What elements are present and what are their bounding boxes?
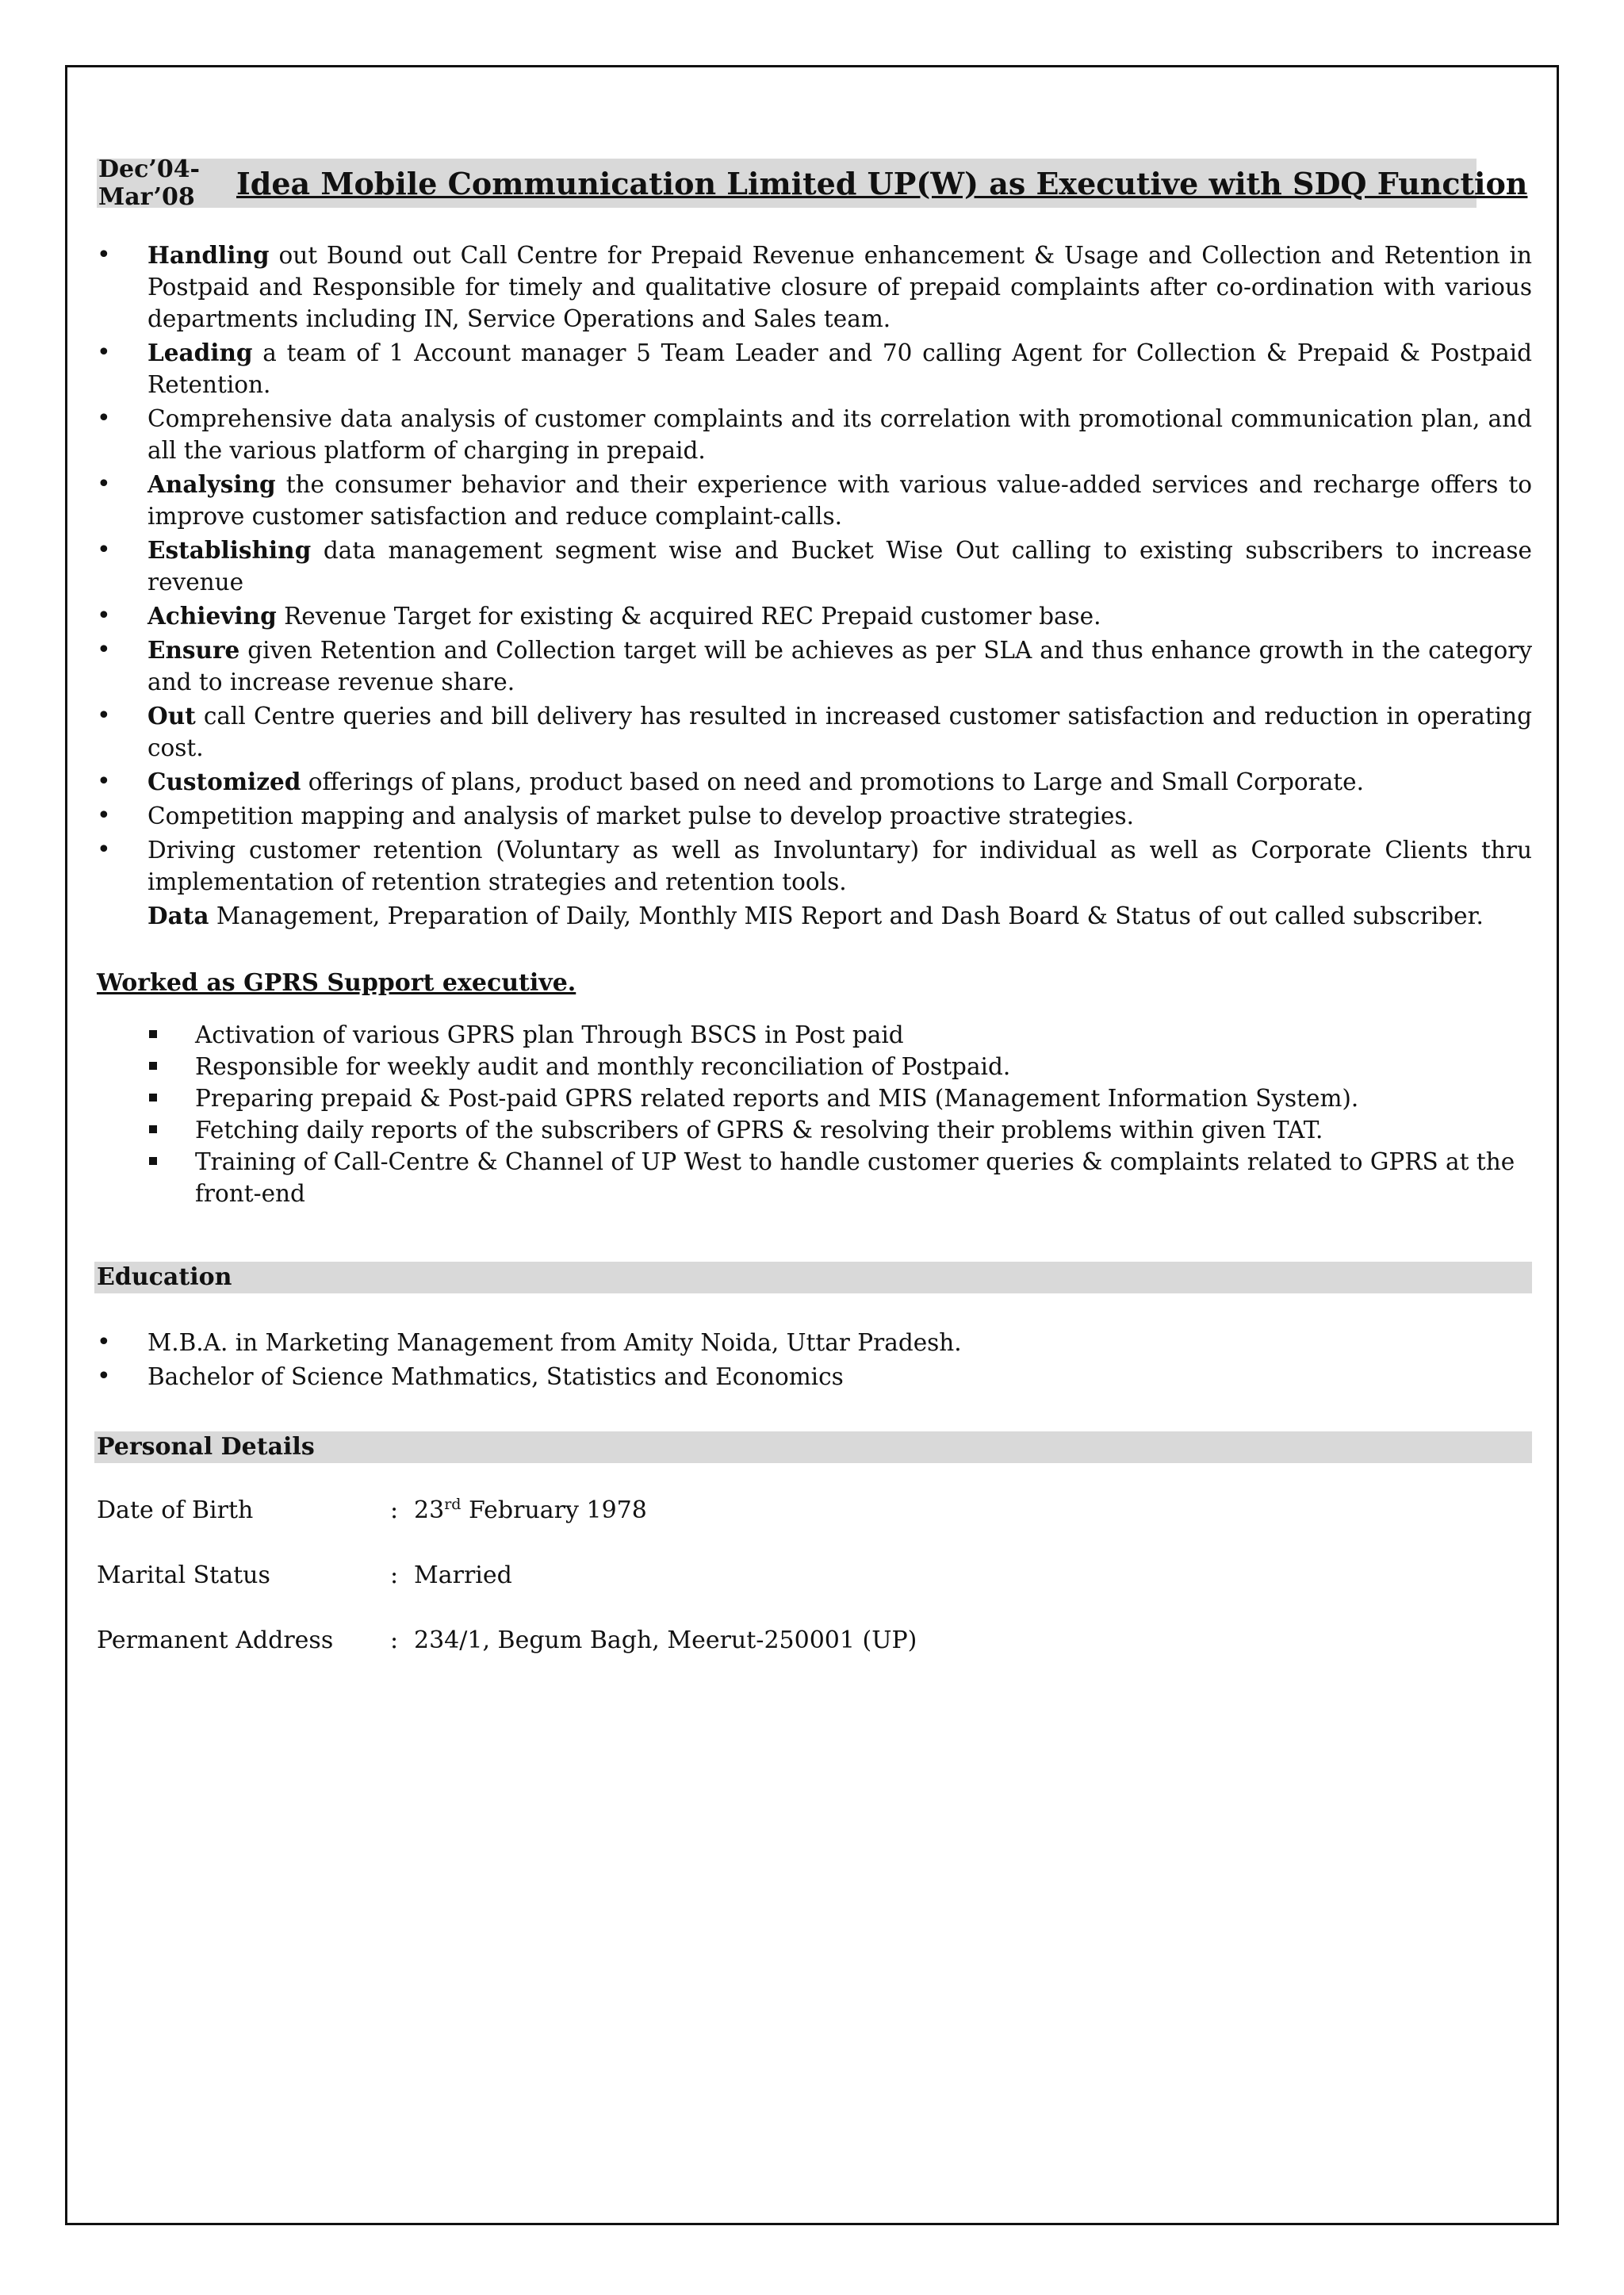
personal-details-heading: Personal Details	[94, 1431, 1532, 1463]
responsibility-item: • Achieving Revenue Target for existing & acquired REC Prepaid customer base.	[97, 600, 1532, 632]
responsibility-item: • Analysing the consumer behavior and their experience with various value-added services and recharge offers to improve customer satisfaction and reduce complaint-calls.	[97, 469, 1532, 532]
job-dates: Dec’04- Mar’08	[98, 155, 201, 211]
gprs-heading: Worked as GPRS Support executive.	[97, 969, 576, 997]
responsibilities-list	[97, 239, 1532, 932]
address-label: Permanent Address	[97, 1626, 334, 1654]
dob-value: 23rd February 1978	[414, 1496, 647, 1524]
address-separator: :	[390, 1626, 399, 1654]
personal-details	[97, 1495, 1532, 1657]
education-item: • M.B.A. in Marketing Management from Amity Noida, Uttar Pradesh.	[97, 1327, 1532, 1358]
dob-row	[97, 1495, 1532, 1527]
marital-label: Marital Status	[97, 1561, 270, 1589]
responsibility-item: • Comprehensive data analysis of customer complaints and its correlation with promotional communication plan, and all the various platform of charging in prepaid.	[97, 403, 1532, 466]
address-value: 234/1, Begum Bagh, Meerut-250001 (UP)	[414, 1626, 917, 1654]
marital-row	[97, 1560, 1532, 1592]
gprs-item: Training of Call-Centre & Channel of UP West to handle customer queries & complaints related to GPRS at the front-end	[97, 1146, 1532, 1209]
education-list	[97, 1327, 1532, 1393]
gprs-item: Preparing prepaid & Post-paid GPRS related reports and MIS (Management Information System).	[97, 1082, 1532, 1114]
responsibility-item: • Ensure given Retention and Collection target will be achieves as per SLA and thus enhance growth in the category and to increase revenue share.	[97, 634, 1532, 698]
dob-separator: :	[390, 1496, 399, 1524]
responsibility-item: • Out call Centre queries and bill delivery has resulted in increased customer satisfaction and reduction in operating cost.	[97, 700, 1532, 764]
responsibility-item: • Handling out Bound out Call Centre for Prepaid Revenue enhancement & Usage and Collection and Retention in Postpaid and Responsible for timely and qualitative closure of prepaid complaints after co-ordination with various departments including IN, Service Operations and Sales team.	[97, 239, 1532, 335]
marital-value: Married	[414, 1561, 512, 1589]
address-row	[97, 1625, 1532, 1657]
resume-content	[97, 155, 1532, 1657]
responsibility-item: • Establishing data management segment wise and Bucket Wise Out calling to existing subscribers to increase revenue	[97, 534, 1532, 598]
responsibility-item: • Customized offerings of plans, product based on need and promotions to Large and Small Corporate.	[97, 766, 1532, 798]
education-item: • Bachelor of Science Mathmatics, Statistics and Economics	[97, 1361, 1532, 1393]
education-heading: Education	[94, 1262, 1532, 1293]
responsibility-item: • Competition mapping and analysis of market pulse to develop proactive strategies.	[97, 800, 1532, 832]
gprs-item: Activation of various GPRS plan Through BSCS in Post paid	[97, 1019, 1532, 1051]
gprs-item: Responsible for weekly audit and monthly reconciliation of Postpaid.	[97, 1051, 1532, 1082]
marital-separator: :	[390, 1561, 399, 1589]
responsibility-item: Data Management, Preparation of Daily, Monthly MIS Report and Dash Board & Status of out called subscriber.	[147, 902, 1484, 929]
job-title: Idea Mobile Communication Limited UP(W) as Executive with SDQ Function	[236, 165, 1528, 201]
responsibility-item: • Leading a team of 1 Account manager 5 Team Leader and 70 calling Agent for Collection & Prepaid & Postpaid Retention.	[97, 337, 1532, 400]
gprs-item: Fetching daily reports of the subscribers of GPRS & resolving their problems within given TAT.	[97, 1114, 1532, 1146]
job-header	[97, 155, 1528, 211]
responsibility-item: • Driving customer retention (Voluntary as well as Involuntary) for individual as well as Corporate Clients thru implementation of retention strategies and retention tools.	[97, 834, 1532, 898]
dob-label: Date of Birth	[97, 1496, 254, 1524]
gprs-list	[97, 1019, 1532, 1209]
